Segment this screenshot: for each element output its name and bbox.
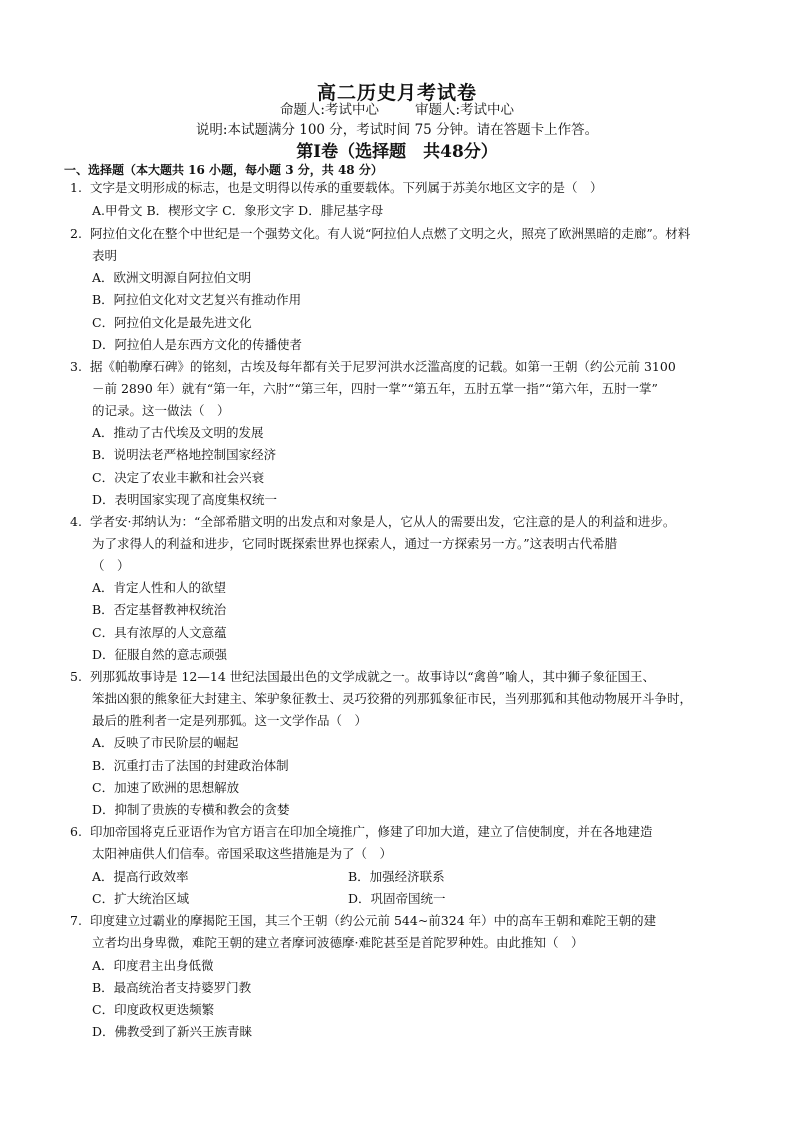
authors-line (0, 98, 794, 118)
question-number: 7. (70, 913, 82, 928)
question-stem-line: 印度建立过霸业的摩揭陀王国，其三个王朝（约公元前 544~前324 年）中的高车王朝和难陀王朝的建 (90, 913, 657, 928)
answer-option: C．阿拉伯文化是最先进文化 (92, 315, 252, 330)
question-stem-line: 的记录。这一做法（ ） (92, 403, 230, 418)
answer-option: D．抑制了贵族的专横和教会的贪婪 (92, 802, 290, 817)
question-number: 3. (70, 359, 82, 374)
question-stem-line: 列那狐故事诗是 12—14 世纪法国最出色的文学成就之一。故事诗以“禽兽”喻人，其中狮子象征国王、 (90, 669, 656, 684)
answer-option: A．欧洲文明源自阿拉伯文明 (92, 270, 252, 285)
answer-option: B．阿拉伯文化对文艺复兴有推动作用 (92, 292, 302, 307)
setter-label: 命题人:考试中心 (279, 102, 379, 118)
answer-option: C．加速了欧洲的思想解放 (92, 780, 240, 795)
answer-option: C．具有浓厚的人文意蕴 (92, 625, 227, 640)
answer-option: C．扩大统治区域 (92, 891, 190, 906)
answer-option: B．最高统治者支持婆罗门教 (92, 980, 252, 995)
question-number: 4. (70, 514, 82, 529)
answer-option: C．印度政权更迭频繁 (92, 1002, 215, 1017)
part-title: 第Ⅰ卷（选择题 共48分） (296, 142, 498, 162)
question-options-inline: A.甲骨文 B．楔形文字 C．象形文字 D．腓尼基字母 (92, 203, 384, 218)
question-stem-line: （ ） (92, 558, 130, 573)
answer-option: B．说明法老严格地控制国家经济 (92, 447, 277, 462)
answer-option: D．征服自然的意志顽强 (92, 647, 228, 662)
question-number: 1. (70, 180, 82, 195)
question-number: 6. (70, 824, 82, 839)
exam-title: 高二历史月考试卷 (316, 82, 477, 104)
answer-option: D．佛教受到了新兴王族青睐 (92, 1024, 253, 1039)
answer-option: C．决定了农业丰歉和社会兴衰 (92, 470, 265, 485)
answer-option: A．提高行政效率 (92, 869, 189, 884)
answer-option: A．印度君主出身低微 (92, 958, 214, 973)
answer-option: B．否定基督教神权统治 (92, 602, 227, 617)
answer-option: A．反映了市民阶层的崛起 (92, 735, 239, 750)
answer-option: D．阿拉伯人是东西方文化的传播使者 (92, 337, 303, 352)
question-number: 2. (70, 226, 82, 241)
question-stem-line: 为了求得人的利益和进步，它同时既探索世界也探索人，通过一方探索另一方。”这表明古代希腊 (92, 536, 618, 551)
question-stem-line: 学者安·邦纳认为：“全部希腊文明的出发点和对象是人，它从人的需要出发，它注意的是人的利益和进步。 (90, 514, 676, 529)
exam-instructions: 说明:本试题满分 100 分，考试时间 75 分钟。请在答题卡上作答。 (195, 122, 599, 138)
answer-option: D．表明国家实现了高度集权统一 (92, 492, 278, 507)
answer-option: A．肯定人性和人的欲望 (92, 580, 227, 595)
question-stem-line: 太阳神庙供人们信奉。帝国采取这些措施是为了（ ） (92, 846, 393, 861)
question-stem-line: 立者均出身卑微，难陀王朝的建立者摩诃波德摩·难陀甚至是首陀罗种姓。由此推知（ ） (92, 935, 584, 950)
question-stem-line: 印加帝国将克丘亚语作为官方语言在印加全境推广，修建了印加大道，建立了信使制度，并在各地建造 (90, 824, 653, 839)
question-stem-line: 最后的胜利者一定是列那狐。这一文学作品（ ） (92, 713, 368, 728)
answer-option: D．巩固帝国统一 (348, 891, 446, 906)
question-stem-line: 阿拉伯文化在整个中世纪是一个强势文化。有人说“阿拉伯人点燃了文明之火，照亮了欧洲黑暗的走廊”。材料 (90, 226, 691, 241)
answer-option: A．推动了古代埃及文明的发展 (92, 425, 264, 440)
answer-option: B．沉重打击了法国的封建政治体制 (92, 758, 289, 773)
question-stem-line: －前 2890 年）就有“第一年，六肘”“第三年，四肘一掌”“第五年，五肘五掌一指”“第六年，五肘一掌” (92, 381, 658, 396)
answer-option: B．加强经济联系 (348, 869, 445, 884)
question-stem-line: 据《帕勒摩石碑》的铭刻，古埃及每年都有关于尼罗河洪水泛滥高度的记载。如第一王朝（约公元前 3100 (90, 359, 676, 374)
question-stem-line: 文字是文明形成的标志，也是文明得以传承的重要载体。下列属于苏美尔地区文字的是（ ） (90, 180, 603, 195)
question-number: 5. (70, 669, 82, 684)
section-title: 一、选择题（本大题共 16 小题，每小题 3 分，共 48 分） (64, 163, 383, 177)
reviewer-label: 审题人:考试中心 (415, 102, 515, 118)
question-stem-line: 表明 (92, 248, 118, 263)
question-stem-line: 笨拙凶狠的熊象征大封建主、笨驴象征教士、灵巧狡猾的列那狐象征市民，当列那狐和其他动物展开斗争时， (92, 691, 693, 706)
